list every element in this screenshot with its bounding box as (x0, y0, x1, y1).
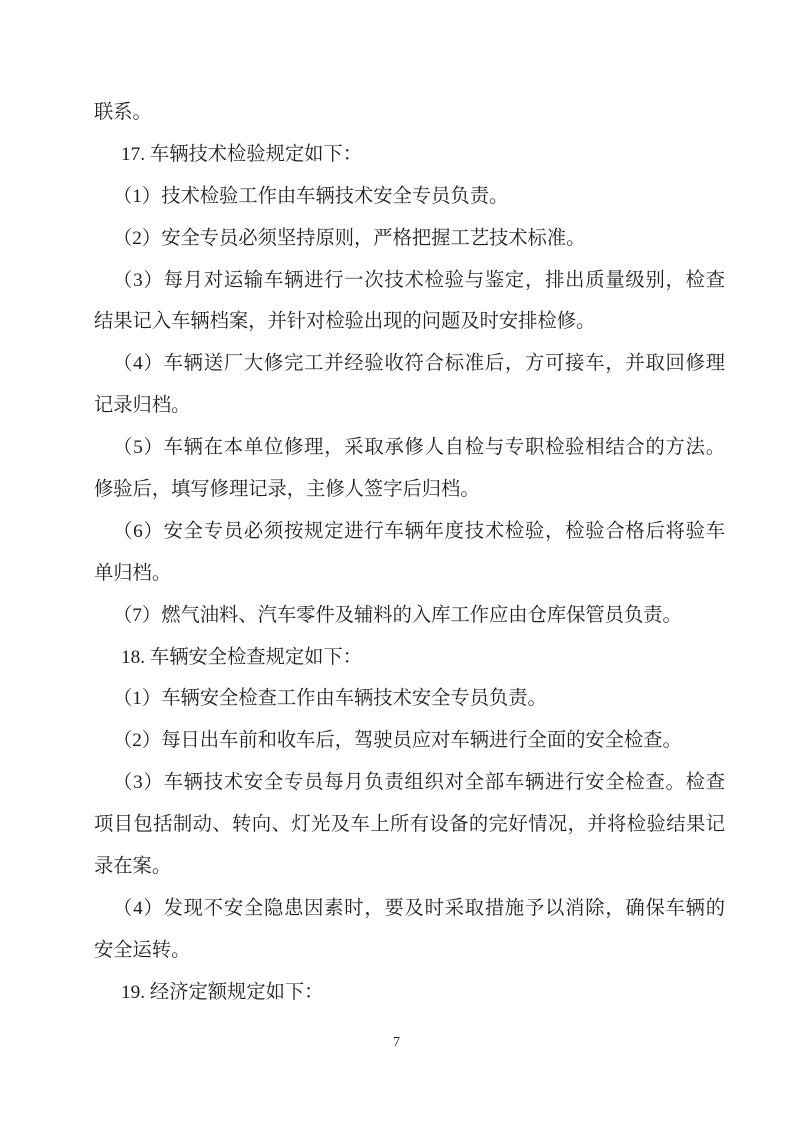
text-line: （1）技术检验工作由车辆技术安全专员负责。 (113, 185, 509, 207)
text-line: （2）安全专员必须坚持原则，严格把握工艺技术标准。 (113, 227, 586, 249)
text-line: （4）发现不安全隐患因素时，要及时采取措施予以消除，确保车辆的 (113, 897, 725, 919)
document-body (94, 92, 725, 1014)
text-line: 修验后，填写修理记录，主修人签字后归档。 (94, 479, 480, 501)
text-line: （5）车辆在本单位修理，采取承修人自检与专职检验相结合的方法。 (113, 437, 725, 459)
text-line: （1）车辆安全检查工作由车辆技术安全专员负责。 (113, 688, 547, 710)
text-line-heading-17: 17. 车辆技术检验规定如下： (121, 143, 363, 165)
text-line-heading-18: 18. 车辆安全检查规定如下： (121, 646, 363, 668)
page-footer (0, 1033, 793, 1051)
text-line-heading-19: 19. 经济定额规定如下： (121, 981, 324, 1003)
text-line: （2）每日出车前和收车后，驾驶员应对车辆进行全面的安全检查。 (113, 730, 682, 752)
text-line: 记录归档。 (94, 395, 191, 417)
text-line: 项目包括制动、转向、灯光及车上所有设备的完好情况，并将检验结果记 (94, 814, 725, 836)
page-number: 7 (393, 1035, 400, 1050)
text-line: 录在案。 (94, 856, 172, 878)
text-line: 单归档。 (94, 562, 172, 584)
text-line: 联系。 (94, 102, 152, 123)
text-line: 结果记入车辆档案，并针对检验出现的问题及时安排检修。 (94, 311, 596, 333)
text-line: （4）车辆送厂大修完工并经验收符合标准后，方可接车，并取回修理 (113, 353, 725, 375)
text-line: （6）安全专员必须按规定进行车辆年度技术检验，检验合格后将验车 (113, 520, 725, 542)
text-line: （7）燃气油料、汽车零件及辅料的入库工作应由仓库保管员负责。 (113, 604, 682, 626)
text-line: （3）车辆技术安全专员每月负责组织对全部车辆进行安全检查。检查 (113, 772, 725, 794)
text-line: 安全运转。 (94, 939, 191, 961)
text-line: （3）每月对运输车辆进行一次技术检验与鉴定，排出质量级别，检查 (113, 269, 725, 291)
